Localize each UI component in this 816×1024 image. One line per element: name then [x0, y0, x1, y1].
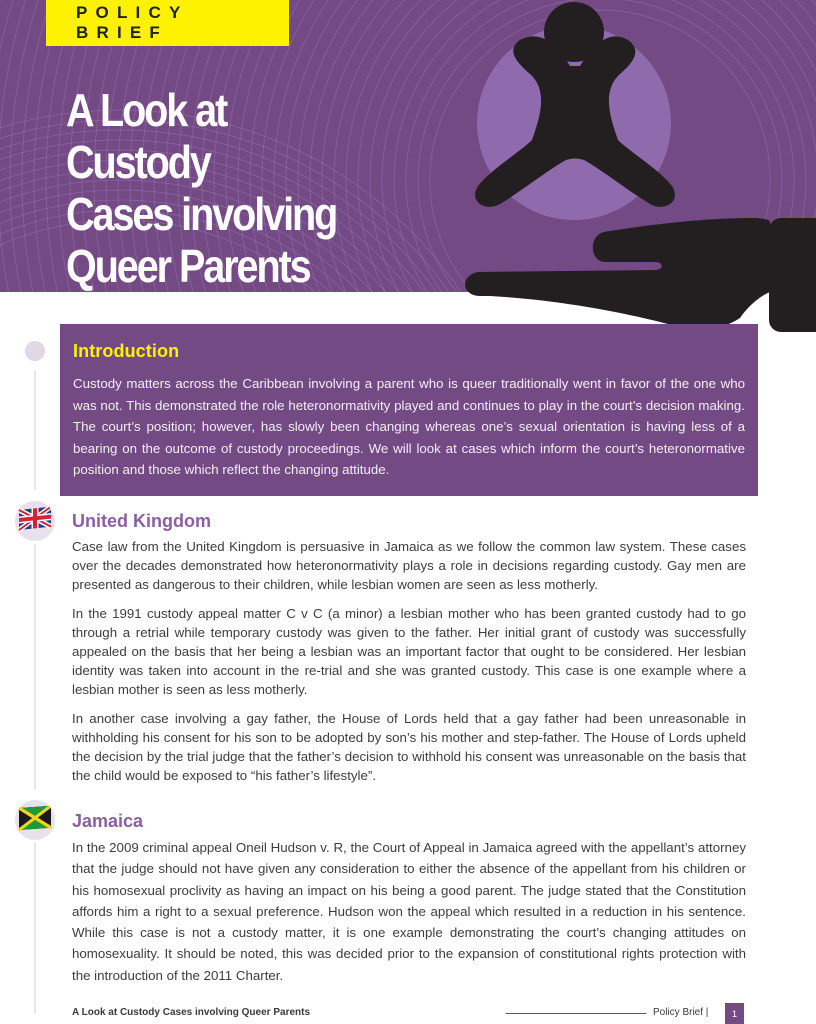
hero-banner — [0, 0, 816, 292]
page-number-badge: 1 — [725, 1003, 744, 1024]
timeline-line — [34, 370, 36, 490]
timeline-dot — [25, 341, 45, 361]
section-heading: Jamaica — [72, 811, 144, 831]
title-line-3: Queer Parents — [66, 240, 310, 292]
timeline-line — [34, 544, 36, 790]
introduction-text: Custody matters across the Caribbean involving a parent who is queer traditionally went in favor of the one who was not. This demonstrated the role heteronormativity played and continues to play in the court’s decision making. The court’s position; however, has slowly been changing whereas one’s sexual orientation is having less of a bearing on the outcome of custody proceedings. We will look at cases which inform the court’s heteronormative position and those which reflect the changing attitude. — [73, 376, 745, 477]
section-united-kingdom — [72, 510, 746, 795]
policy-brief-tag: POLICY BRIEF — [46, 0, 289, 46]
paragraph: Case law from the United Kingdom is persuasive in Jamaica as we follow the common law system. These cases over the decades demonstrated how heteronormativity plays a role in decisions regarding custody. Gay men are presented as dangerous to their children, while lesbian women are seen as less motherly. — [72, 539, 746, 592]
page-title — [66, 84, 376, 292]
timeline-line — [34, 842, 36, 1014]
uk-flag-icon — [15, 501, 55, 541]
introduction-box — [60, 324, 758, 496]
introduction-heading: Introduction — [73, 341, 180, 361]
jamaica-flag-icon — [15, 800, 55, 840]
paragraph: In another case involving a gay father, the House of Lords held that a gay father had been unreasonable in withholding his consent for his son to be adopted by son’s his mother and step-father. The House of Lords upheld the decision by the trial judge that the father’s decision to withhold his consent was unreasonable on the basis that the child would be exposed to “his father’s lifestyle”. — [72, 711, 746, 783]
footer-document-title: A Look at Custody Cases involving Queer Parents — [72, 1007, 311, 1018]
paragraph: In the 2009 criminal appeal Oneil Hudson v. R, the Court of Appeal in Jamaica agreed with the appellant’s attorney that the judge should not have given any consideration to either the absence of the appellant from his children or his homosexual proclivity as having an impact on his being a good parent. The judge stated that the Constitution affords him a right to a sexual preference. Hudson won the appeal which resulted in a reduction in his sentence. While this case is not a custody matter, it is one example demonstrating the court’s changing attitudes on homosexuality. It should be noted, this was decided prior to the expansion of constitutional rights protection with the introduction of the 2011 Charter. — [72, 840, 746, 983]
footer-divider — [506, 1013, 646, 1014]
section-jamaica — [72, 810, 746, 996]
title-line-1: A Look at Custody — [66, 84, 227, 188]
footer-label: Policy Brief | — [653, 1007, 709, 1018]
section-heading: United Kingdom — [72, 511, 211, 531]
paragraph: In the 1991 custody appeal matter C v C (a minor) a lesbian mother who has been granted custody had to go through a retrial while temporary custody was given to the father. Her initial grant of custody was successfully appealed on the basis that her being a lesbian was an important factor that ought to be considered. Her lesbian identity was taken into account in the re-trial and she was granted custody. This case is one example where a lesbian mother is seen as less motherly. — [72, 606, 746, 697]
title-line-2: Cases involving — [66, 188, 337, 240]
